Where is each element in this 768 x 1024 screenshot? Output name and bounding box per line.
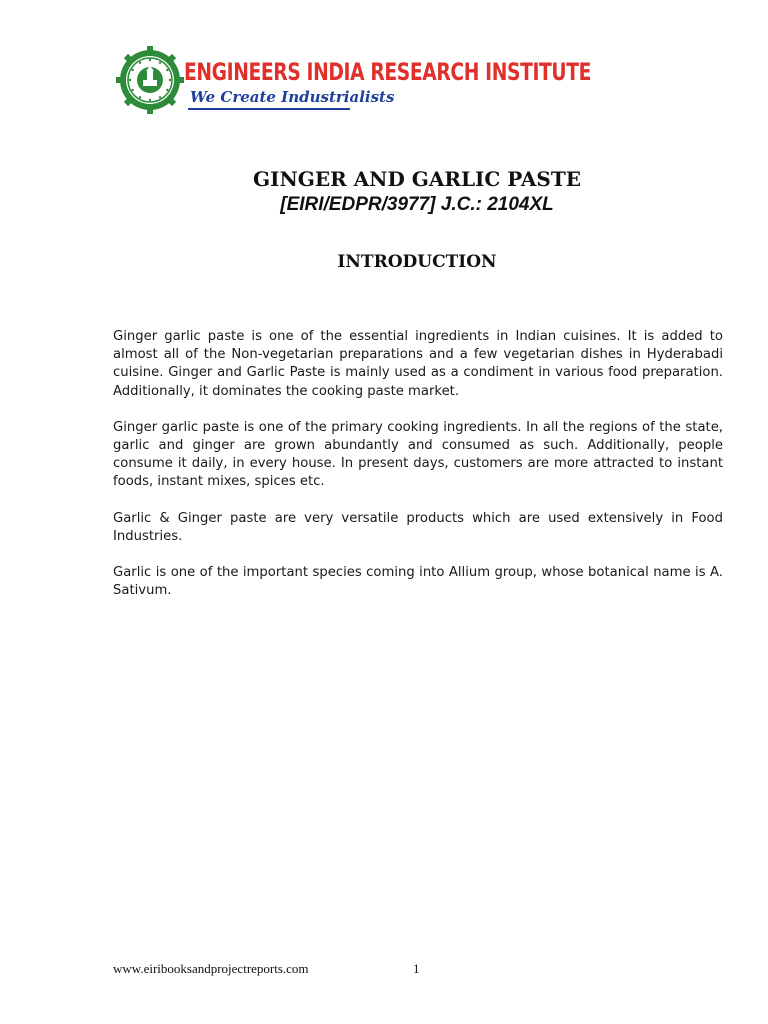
footer-website: www.eiribooksandprojectreports.com bbox=[113, 961, 309, 976]
eiri-seal-logo bbox=[116, 46, 184, 114]
paragraph: Ginger garlic paste is one of the primary cooking ingredients. In all the regions of the state, garlic and ginger are grown abundantly and consumed as such. Additionally, people consume it daily, in every house. In present days, customers are more attracted to instant foods, instant mixes, spices etc. bbox=[113, 419, 723, 490]
document-body bbox=[113, 328, 723, 618]
document-title: GINGER AND GARLIC PASTE bbox=[253, 167, 581, 191]
document-reference: [EIRI/EDPR/3977] J.C.: 2104XL bbox=[280, 194, 554, 215]
header-logo bbox=[116, 46, 592, 118]
section-heading: INTRODUCTION bbox=[337, 252, 497, 272]
organization-name: ENGINEERS INDIA RESEARCH INSTITUTE bbox=[184, 58, 592, 86]
paragraph: Ginger garlic paste is one of the essential ingredients in Indian cuisines. It is added to almost all of the Non-vegetarian preparations and a few vegetarian dishes in Hyderabadi cuisine. Ginger and Garlic Paste is mainly used as a condiment in various food preparation. Additionally, it dominates the cooking paste market. bbox=[113, 329, 723, 399]
tagline-underline bbox=[188, 108, 350, 110]
paragraph: Garlic & Ginger paste are very versatile products which are used extensively in Food Industries. bbox=[113, 510, 723, 544]
organization-tagline: We Create Industrialists bbox=[190, 88, 395, 106]
page-number: 1 bbox=[413, 961, 420, 976]
paragraph: Garlic is one of the important species coming into Allium group, whose botanical name is A. Sativum. bbox=[113, 565, 723, 599]
